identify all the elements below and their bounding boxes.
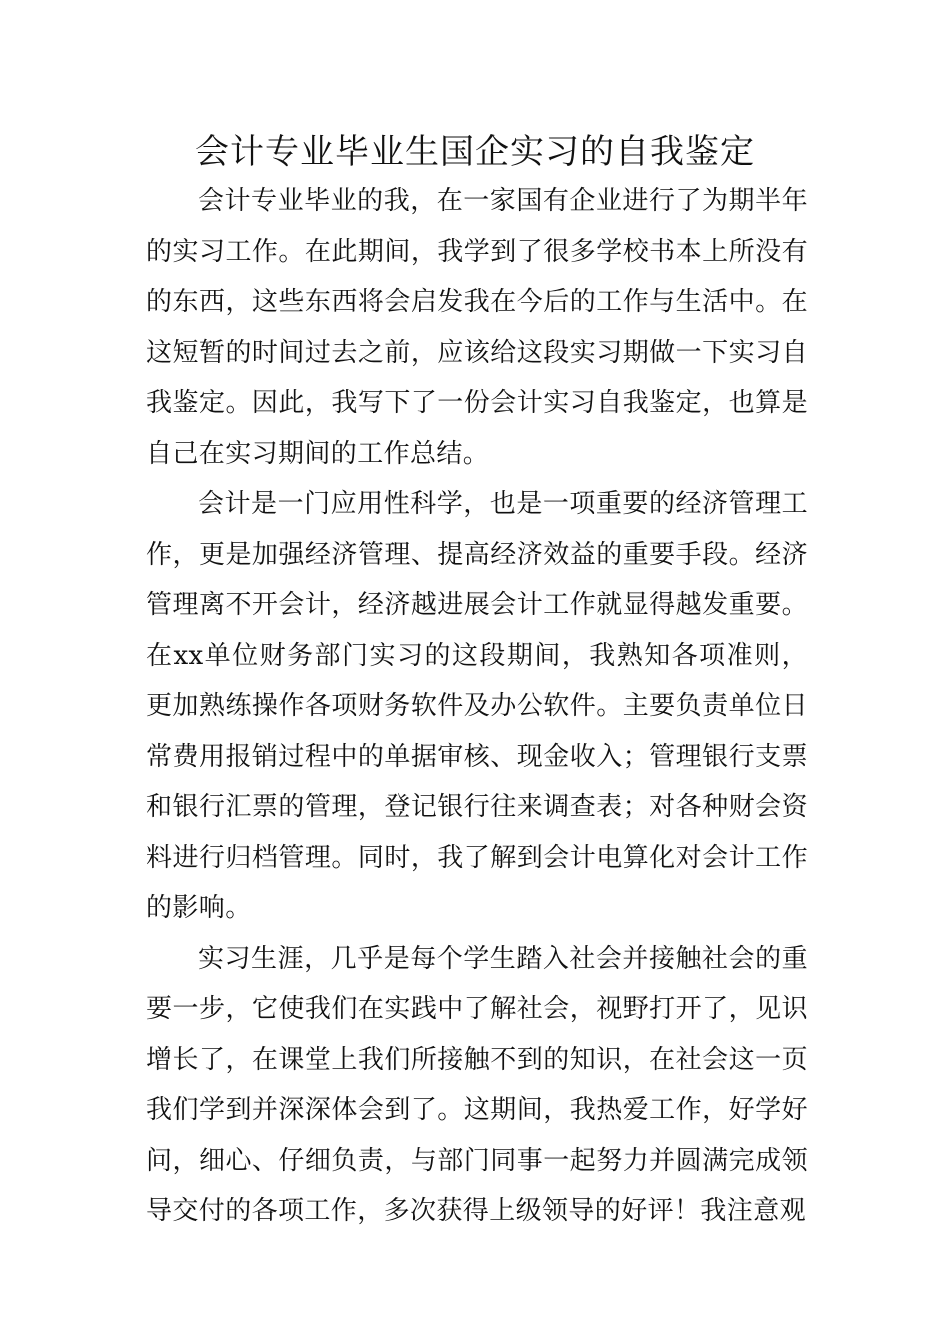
paragraph-3: 实习生涯，几乎是每个学生踏入社会并接触社会的重要一步，它使我们在实践中了解社会，视野打开了，见识增长了，在课堂上我们所接触不到的知识，在社会这一页我们学到并深深体会到了。这期间，我热爱工作，好学好问，细心、仔细负责，与部门同事一起努力并圆满完成领导交付的各项工作，多次获得上级领导的好评！我注意观: [146, 943, 808, 1226]
paragraph-2: 会计是一门应用性科学，也是一项重要的经济管理工作，更是加强经济管理、提高经济效益的重要手段。经济管理离不开会计，经济越进展会计工作就显得越发重要。在xx单位财务部门实习的这段期间，我熟知各项准则，更加熟练操作各项财务软件及办公软件。主要负责单位日常费用报销过程中的单据审核、现金收入；管理银行支票和银行汇票的管理，登记银行往来调查表；对各种财会资料进行归档管理。同时，我了解到会计电算化对会计工作的影响。: [146, 489, 808, 923]
document-body: [146, 176, 808, 1237]
paragraph-1: 会计专业毕业的我，在一家国有企业进行了为期半年的实习工作。在此期间，我学到了很多学校书本上所没有的东西，这些东西将会启发我在今后的工作与生活中。在这短暂的时间过去之前，应该给这段实习期做一下实习自我鉴定。因此，我写下了一份会计实习自我鉴定，也算是自己在实习期间的工作总结。: [146, 186, 808, 469]
document-title: 会计专业毕业生国企实习的自我鉴定: [195, 132, 755, 172]
